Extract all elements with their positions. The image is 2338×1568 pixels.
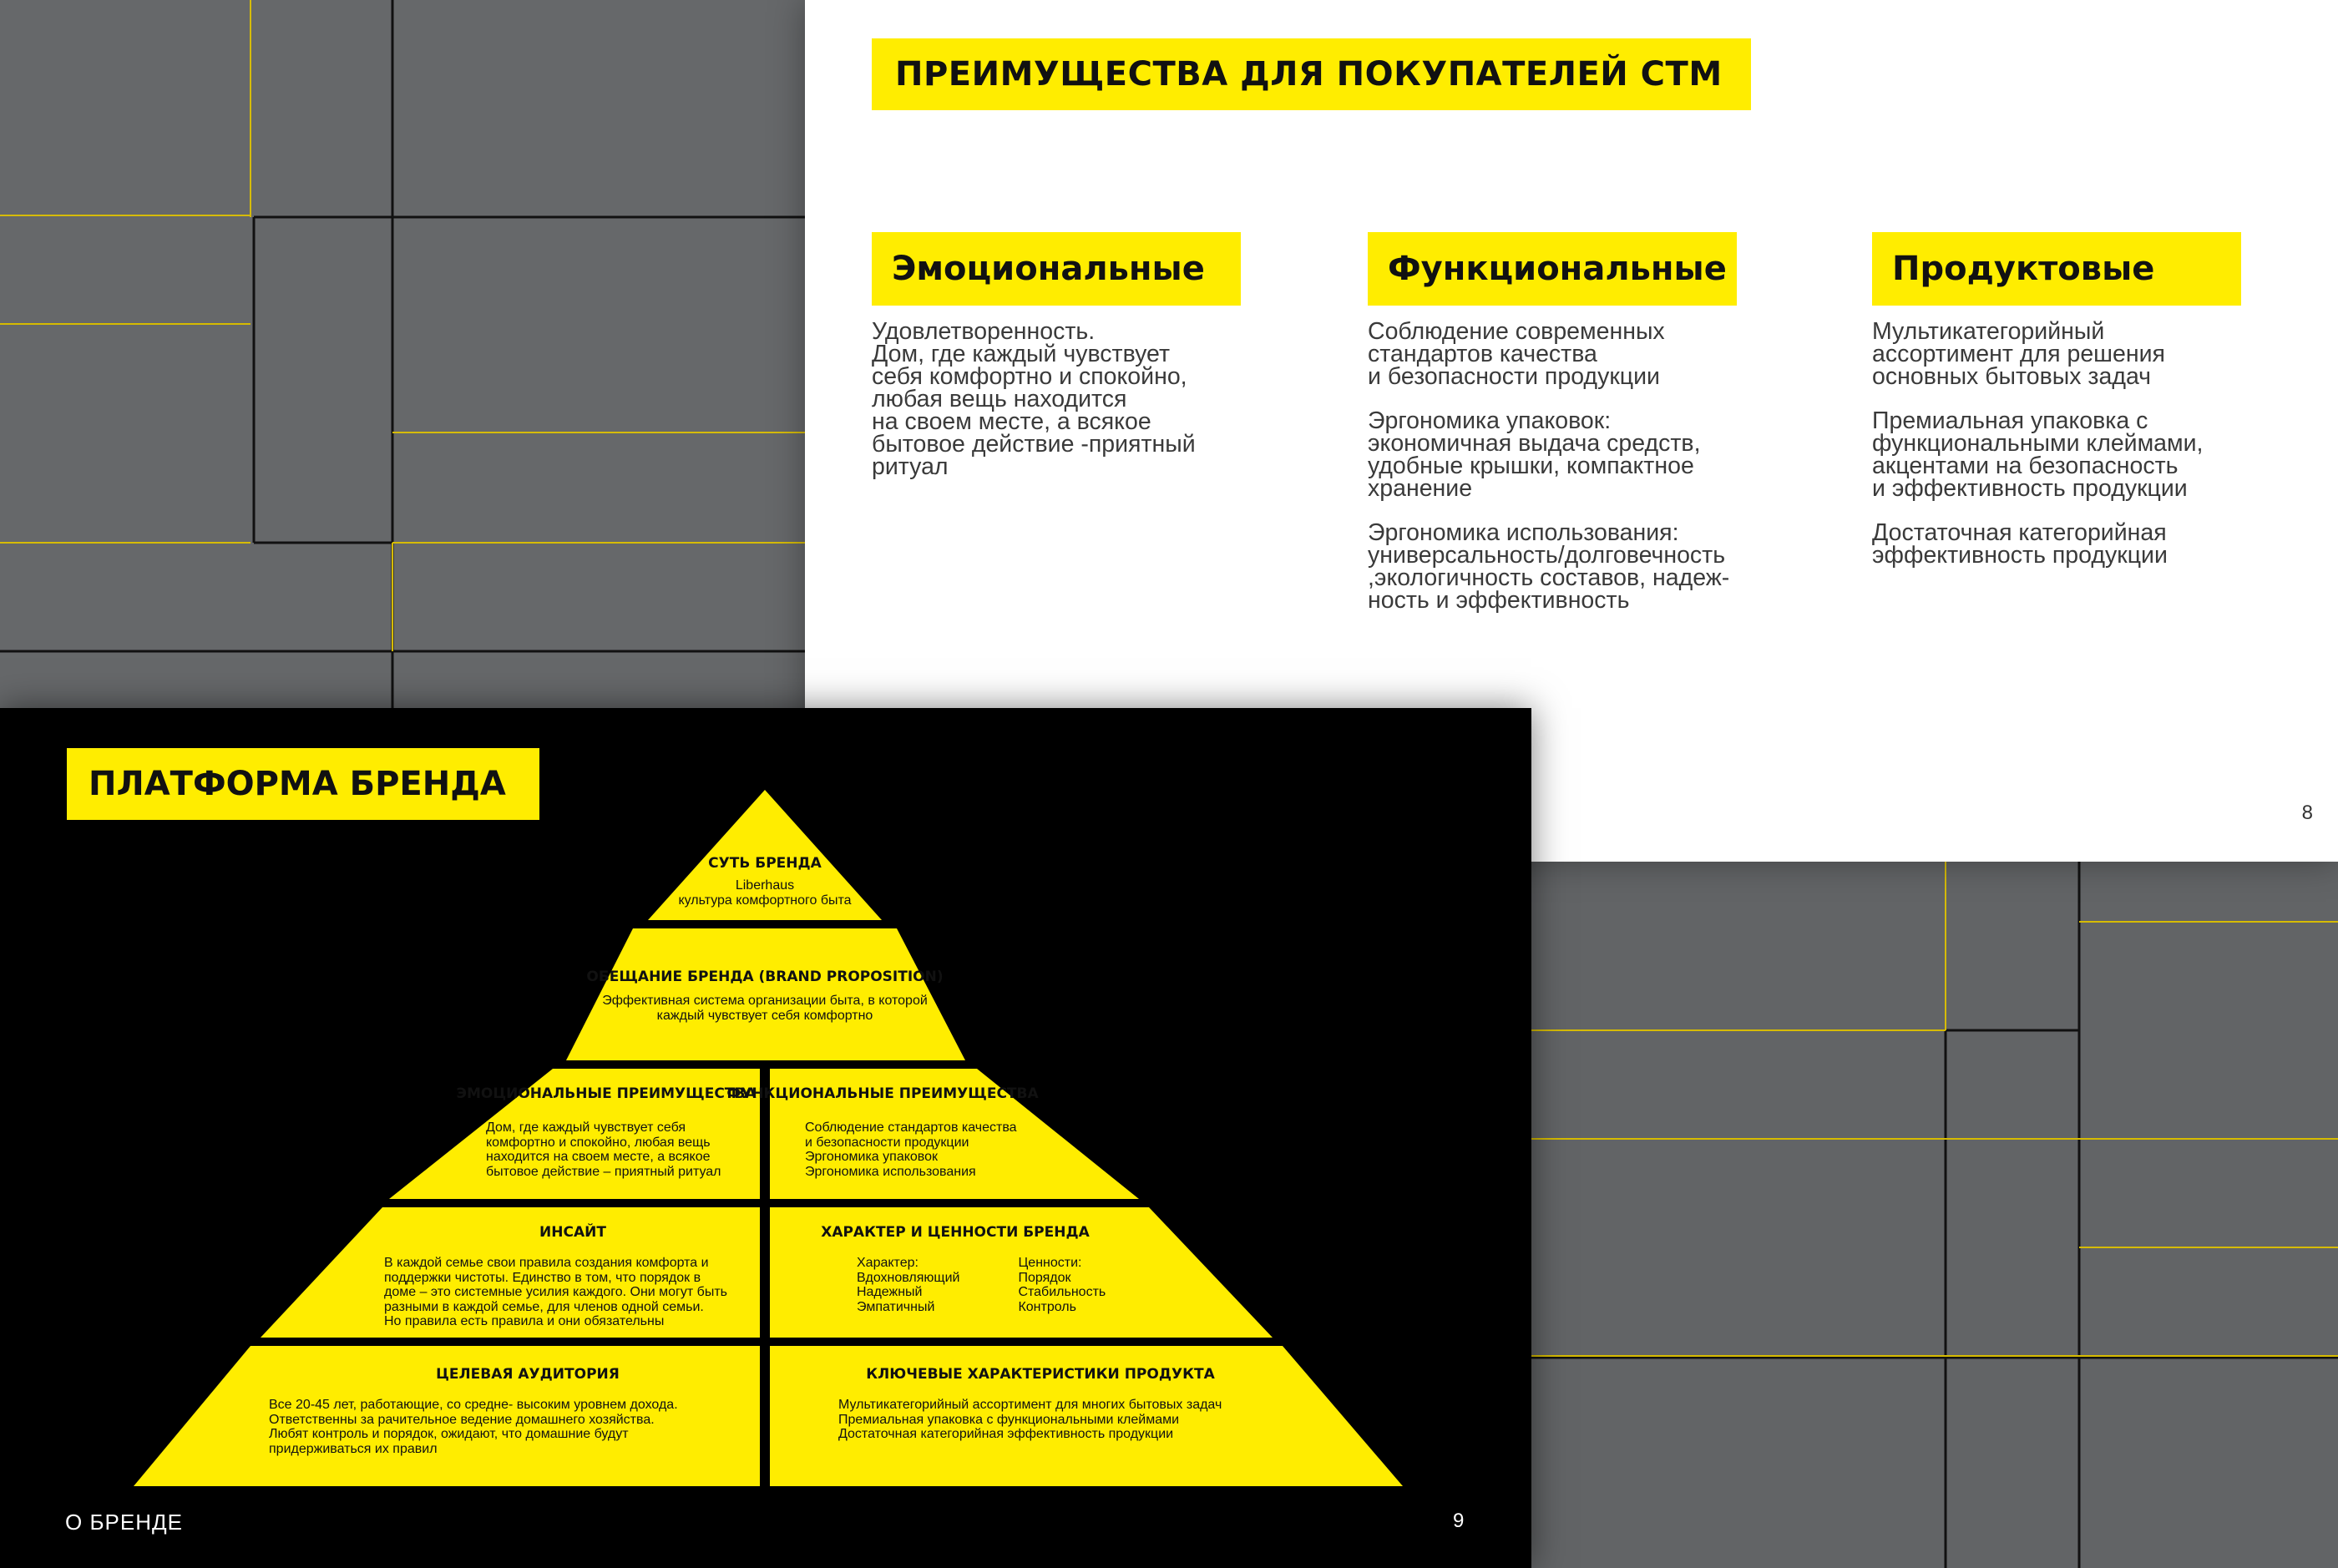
character-values [857,1256,1106,1314]
column-text-emotional [872,318,1281,500]
functional-heading: ФУНКЦИОНАЛЬНЫЕ ПРЕИМУЩЕСТВА [726,1085,1039,1102]
essence-text: Liberhaus культура комфортного быта [678,878,852,908]
audience-text: Все 20-45 лет, работающие, со средне- высоким уровнем дохода. Ответственны за рачительное ведение домашнего хозяйства. Любят контроль и порядок, ожидают, что домашние будут придерживаться их правил [269,1398,678,1456]
essence-block [678,855,851,908]
functional-block [726,1085,1038,1102]
insight-block [539,1224,606,1241]
emotional-text: Дом, где каждый чувствует себя комфортно и спокойно, любая вещь находится на своем месте, а всякое бытовое действие – приятный ритуал [486,1120,721,1179]
column-heading-emotional: Эмоциональные [872,232,1241,306]
insight-text: В каждой семье свои правила создания комфорта и поддержки чистоты. Единство в том, что порядок в доме – это системные усилия каждого. Они могут быть разными в каждой семье, для членов одной семьи. Но правила есть правила и они обязательны [384,1256,727,1328]
essence-heading: СУТЬ БРЕНДА [708,855,822,872]
column-text-functional [1368,318,1777,634]
character-heading: ХАРАКТЕР И ЦЕННОСТИ БРЕНДА [821,1224,1090,1241]
paragraph: Соблюдение современных стандартов качества и безопасности продукции [1368,318,1665,390]
paragraph: Удовлетворенность. Дом, где каждый чувствует себя комфортно и спокойно, любая вещь находится на своем месте, а всякое бытовое действие -приятный ритуал [872,318,1196,480]
values-list: Ценности: Порядок Стабильность Контроль [1018,1256,1106,1314]
character-list: Характер: Вдохновляющий Надежный Эмпатичный [857,1256,960,1314]
page-number: 8 [2301,802,2313,824]
insight-heading: ИНСАЙТ [539,1224,606,1241]
column-heading-functional: Функциональные [1368,232,1737,306]
slide-title: ПРЕИМУЩЕСТВА ДЛЯ ПОКУПАТЕЛЕЙ СТМ [872,38,1751,110]
slide-brand-platform [0,708,1531,1568]
paragraph: Мультикатегорийный ассортимент для решения основных бытовых задач [1872,318,2165,390]
footer-section-label: О БРЕНДЕ [65,1510,183,1535]
paragraph: Премиальная упаковка с функциональными клеймами, акцентами на безопасность и эффективность продукции [1872,407,2204,502]
character-block [821,1224,1090,1241]
slide-title: ПЛАТФОРМА БРЕНДА [67,748,539,820]
brand-pyramid [0,708,1531,1568]
column-text-product [1872,318,2281,589]
promise-block [586,969,943,1023]
paragraph: Эргономика упаковок: экономичная выдача средств, удобные крышки, компактное хранение [1368,407,1701,502]
promise-heading: ОБЕЩАНИЕ БРЕНДА (BRAND PROPOSITION) [586,969,944,985]
functional-text: Соблюдение стандартов качества и безопасности продукции Эргономика упаковок Эргономика использования [805,1120,1017,1179]
audience-heading: ЦЕЛЕВАЯ АУДИТОРИЯ [436,1366,620,1383]
column-heading-product: Продуктовые [1872,232,2241,306]
audience-block [436,1366,620,1383]
product-text: Мультикатегорийный ассортимент для многих бытовых задач Премиальная упаковка с функциональными клеймами Достаточная категорийная эффективность продукции [838,1398,1222,1441]
emotional-block [456,1085,756,1102]
paragraph: Эргономика использования: универсальность/долговечность ,экологичность составов, надеж- ность и эффективность [1368,519,1730,614]
paragraph: Достаточная категорийная эффективность продукции [1872,519,2168,569]
emotional-heading: ЭМОЦИОНАЛЬНЫЕ ПРЕИМУЩЕСТВА [456,1085,757,1102]
promise-text: Эффективная система организации быта, в которой каждый чувствует себя комфортно [602,994,928,1023]
product-heading: КЛЮЧЕВЫЕ ХАРАКТЕРИСТИКИ ПРОДУКТА [866,1366,1215,1383]
page-number: 9 [1453,1510,1465,1532]
product-block [866,1366,1214,1383]
